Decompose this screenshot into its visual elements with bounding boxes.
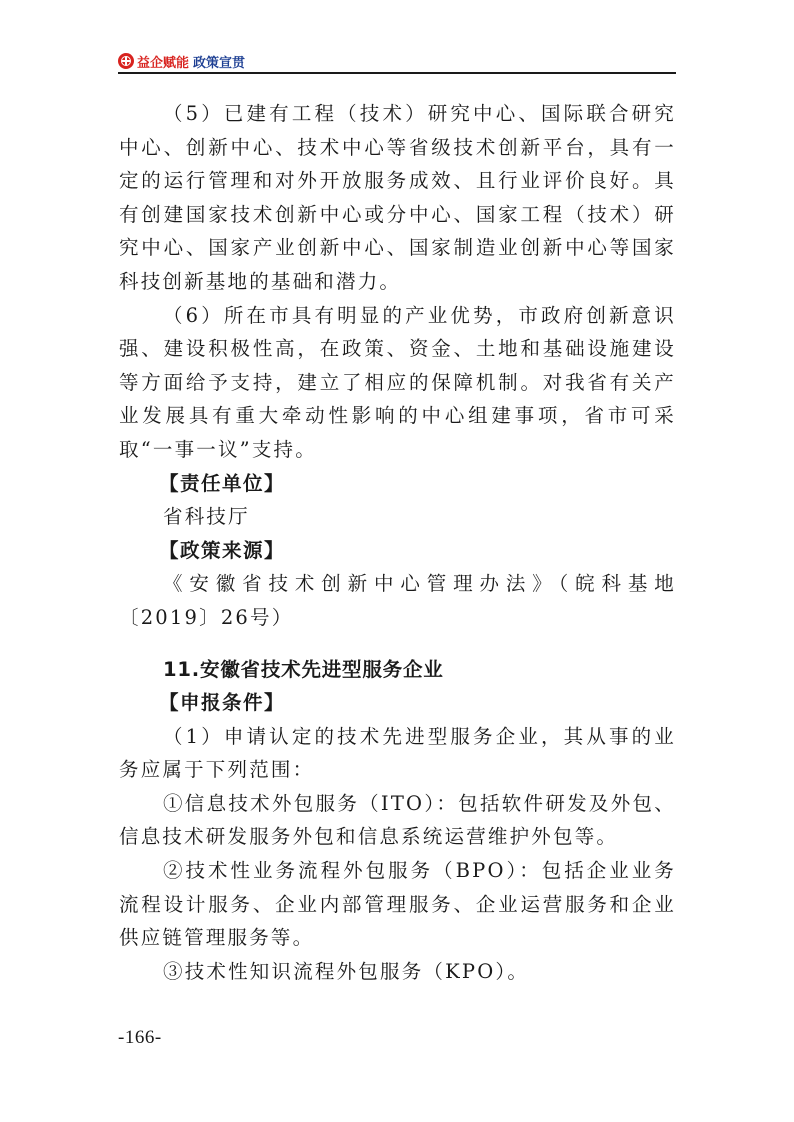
conditions-heading: 【申报条件】 <box>159 691 286 715</box>
document-body <box>119 97 676 988</box>
paragraph-item-6: （6）所在市具有明显的产业优势，市政府创新意识强、建设积极性高，在政策、资金、土地和基础设施建设等方面给予支持，建立了相应的保障机制。对我省有关产业发展具有重大牵动性影响的中心组建事项，省市可采取“一事一议”支持。 <box>119 303 676 461</box>
responsibility-heading: 【责任单位】 <box>159 471 286 495</box>
header-brand: 益企赋能 <box>137 55 190 71</box>
sub-item-kpo: ③技术性知识流程外包服务（KPO）。 <box>163 959 530 983</box>
sub-item-ito: ①信息技术外包服务（ITO）：包括软件研发及外包、信息技术研发服务外包和信息系统运营维护外包等。 <box>119 791 676 849</box>
page-header <box>118 50 245 72</box>
sub-item-bpo: ②技术性业务流程外包服务（BPO）：包括企业业务流程设计服务、企业内部管理服务、企业运营服务和企业供应链管理服务等。 <box>119 859 676 950</box>
policy-source-value: 《安徽省技术创新中心管理办法》（皖科基地〔2019〕26号） <box>119 572 676 629</box>
responsibility-value: 省科技厅 <box>163 505 250 529</box>
header-title <box>137 52 245 71</box>
policy-source-heading: 【政策来源】 <box>159 538 286 562</box>
page-number: -166- <box>118 1027 162 1048</box>
condition-1: （1）申请认定的技术先进型服务企业，其从事的业务应属于下列范围： <box>119 724 676 782</box>
section-title: 11.安徽省技术先进型服务企业 <box>163 657 444 681</box>
header-divider <box>118 72 676 74</box>
header-tagline: 政策宣贯 <box>193 55 246 71</box>
paragraph-item-5: （5）已建有工程（技术）研究中心、国际联合研究中心、创新中心、技术中心等省级技术创新平台，具有一定的运行管理和对外开放服务成效、且行业评价良好。具有创建国家技术创新中心或分中心、国家工程（技术）研究中心、国家产业创新中心、国家制造业创新中心等国家科技创新基地的基础和潜力。 <box>119 102 676 293</box>
logo-icon <box>118 53 134 69</box>
